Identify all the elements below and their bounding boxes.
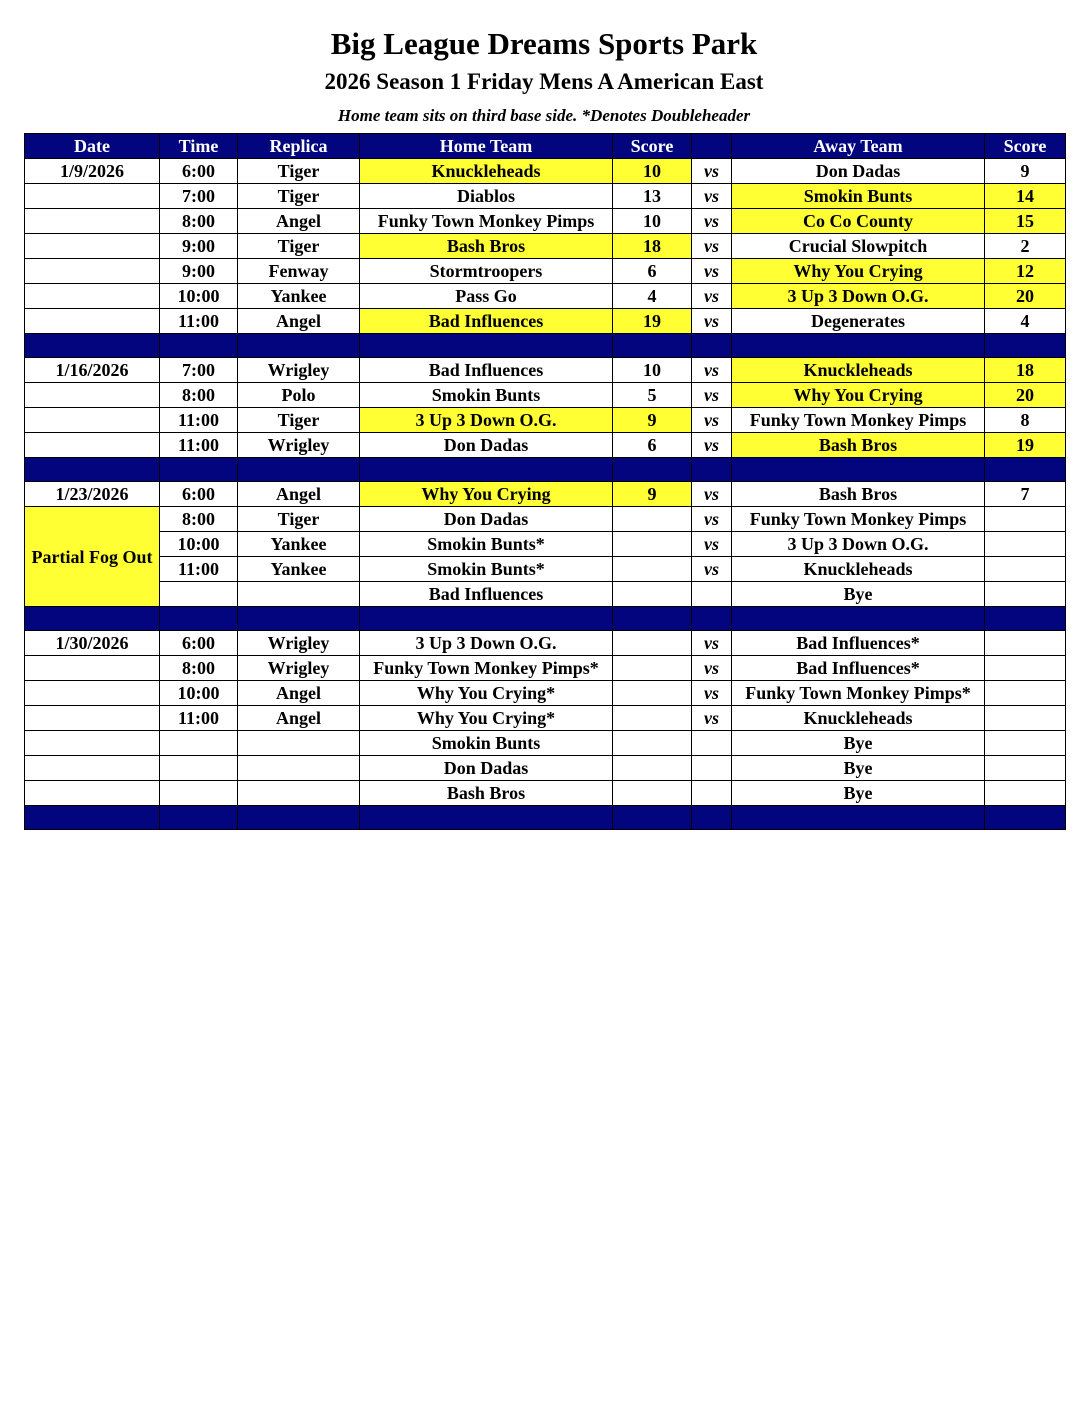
home-team: Diablos bbox=[360, 184, 613, 209]
separator-cell bbox=[732, 458, 985, 482]
away-team: 3 Up 3 Down O.G. bbox=[732, 284, 985, 309]
table-row bbox=[25, 309, 1066, 334]
vs-label: vs bbox=[692, 383, 732, 408]
home-team: Bash Bros bbox=[360, 781, 613, 806]
game-date-empty bbox=[25, 756, 160, 781]
table-row bbox=[25, 358, 1066, 383]
game-replica-field: Wrigley bbox=[238, 433, 360, 458]
home-score: 9 bbox=[613, 482, 692, 507]
away-score: 20 bbox=[985, 383, 1066, 408]
vs-label: vs bbox=[692, 507, 732, 532]
table-row bbox=[25, 781, 1066, 806]
home-score: 10 bbox=[613, 209, 692, 234]
game-replica-field: Angel bbox=[238, 309, 360, 334]
table-row bbox=[25, 557, 1066, 582]
home-team: Don Dadas bbox=[360, 756, 613, 781]
game-replica-field bbox=[238, 582, 360, 607]
home-score bbox=[613, 532, 692, 557]
game-date-empty bbox=[25, 731, 160, 756]
separator-cell bbox=[360, 607, 613, 631]
game-time bbox=[160, 582, 238, 607]
home-score bbox=[613, 507, 692, 532]
game-date-empty bbox=[25, 309, 160, 334]
table-row bbox=[25, 408, 1066, 433]
table-row bbox=[25, 532, 1066, 557]
away-score bbox=[985, 781, 1066, 806]
game-replica-field: Yankee bbox=[238, 532, 360, 557]
away-score bbox=[985, 681, 1066, 706]
game-replica-field bbox=[238, 781, 360, 806]
schedule-note: Home team sits on third base side. *Denotes Doubleheader bbox=[337, 106, 751, 125]
table-row bbox=[25, 433, 1066, 458]
away-score: 4 bbox=[985, 309, 1066, 334]
column-header-home-team: Home Team bbox=[360, 134, 613, 159]
table-row bbox=[25, 507, 1066, 532]
table-row bbox=[25, 284, 1066, 309]
separator-cell bbox=[160, 334, 238, 358]
away-score bbox=[985, 582, 1066, 607]
vs-label: vs bbox=[692, 159, 732, 184]
separator-cell bbox=[692, 806, 732, 830]
away-team: Co Co County bbox=[732, 209, 985, 234]
table-row bbox=[25, 184, 1066, 209]
table-row bbox=[25, 209, 1066, 234]
game-time: 8:00 bbox=[160, 383, 238, 408]
game-time: 11:00 bbox=[160, 706, 238, 731]
separator-cell bbox=[613, 458, 692, 482]
away-score: 19 bbox=[985, 433, 1066, 458]
separator-cell bbox=[160, 458, 238, 482]
away-team: Bye bbox=[732, 731, 985, 756]
column-header-vs bbox=[692, 134, 732, 159]
game-time: 8:00 bbox=[160, 656, 238, 681]
vs-label: vs bbox=[692, 309, 732, 334]
away-team: Bye bbox=[732, 582, 985, 607]
vs-label: vs bbox=[692, 631, 732, 656]
game-date-empty bbox=[25, 259, 160, 284]
game-time: 8:00 bbox=[160, 507, 238, 532]
away-score bbox=[985, 706, 1066, 731]
separator-cell bbox=[613, 607, 692, 631]
game-time: 9:00 bbox=[160, 234, 238, 259]
separator-cell bbox=[360, 806, 613, 830]
away-team: Knuckleheads bbox=[732, 706, 985, 731]
separator-cell bbox=[985, 607, 1066, 631]
game-replica-field: Wrigley bbox=[238, 631, 360, 656]
column-header-home-score: Score bbox=[613, 134, 692, 159]
column-header-date: Date bbox=[25, 134, 160, 159]
separator-cell bbox=[238, 806, 360, 830]
vs-label: vs bbox=[692, 209, 732, 234]
table-row bbox=[25, 631, 1066, 656]
away-team: Bad Influences* bbox=[732, 631, 985, 656]
separator-cell bbox=[238, 458, 360, 482]
separator-cell bbox=[732, 607, 985, 631]
home-team: 3 Up 3 Down O.G. bbox=[360, 631, 613, 656]
separator-cell bbox=[692, 458, 732, 482]
away-score bbox=[985, 507, 1066, 532]
column-header-replica: Replica bbox=[238, 134, 360, 159]
away-score bbox=[985, 631, 1066, 656]
game-time: 11:00 bbox=[160, 557, 238, 582]
column-header-away-team: Away Team bbox=[732, 134, 985, 159]
home-score bbox=[613, 731, 692, 756]
home-team: Bad Influences bbox=[360, 309, 613, 334]
home-team: Why You Crying bbox=[360, 482, 613, 507]
game-date-empty bbox=[25, 408, 160, 433]
away-score: 8 bbox=[985, 408, 1066, 433]
table-row bbox=[25, 681, 1066, 706]
game-replica-field: Yankee bbox=[238, 284, 360, 309]
vs-label: vs bbox=[692, 706, 732, 731]
date-note: Partial Fog Out bbox=[25, 507, 160, 607]
separator-cell bbox=[732, 334, 985, 358]
vs-label: vs bbox=[692, 482, 732, 507]
away-score: 2 bbox=[985, 234, 1066, 259]
home-team: Funky Town Monkey Pimps bbox=[360, 209, 613, 234]
away-team: Bad Influences* bbox=[732, 656, 985, 681]
home-team: Why You Crying* bbox=[360, 706, 613, 731]
game-date-empty bbox=[25, 681, 160, 706]
game-date: 1/23/2026 bbox=[25, 482, 160, 507]
game-replica-field: Wrigley bbox=[238, 358, 360, 383]
home-team: Pass Go bbox=[360, 284, 613, 309]
away-team: Don Dadas bbox=[732, 159, 985, 184]
game-date-empty bbox=[25, 433, 160, 458]
away-team: Bash Bros bbox=[732, 433, 985, 458]
game-time: 6:00 bbox=[160, 482, 238, 507]
home-team: Funky Town Monkey Pimps* bbox=[360, 656, 613, 681]
game-replica-field: Wrigley bbox=[238, 656, 360, 681]
away-team: Bash Bros bbox=[732, 482, 985, 507]
game-time: 6:00 bbox=[160, 159, 238, 184]
vs-label bbox=[692, 582, 732, 607]
home-score bbox=[613, 582, 692, 607]
game-time: 10:00 bbox=[160, 681, 238, 706]
column-header-away-score: Score bbox=[985, 134, 1066, 159]
table-row bbox=[25, 756, 1066, 781]
game-date-empty bbox=[25, 706, 160, 731]
separator-cell bbox=[360, 334, 613, 358]
home-score bbox=[613, 681, 692, 706]
separator-cell bbox=[25, 334, 160, 358]
home-score bbox=[613, 656, 692, 681]
home-score: 6 bbox=[613, 433, 692, 458]
away-team: Funky Town Monkey Pimps bbox=[732, 507, 985, 532]
separator-cell bbox=[160, 806, 238, 830]
home-team: Smokin Bunts bbox=[360, 731, 613, 756]
away-score: 18 bbox=[985, 358, 1066, 383]
game-replica-field bbox=[238, 731, 360, 756]
home-team: Why You Crying* bbox=[360, 681, 613, 706]
vs-label: vs bbox=[692, 284, 732, 309]
game-time bbox=[160, 781, 238, 806]
game-time: 8:00 bbox=[160, 209, 238, 234]
game-replica-field: Yankee bbox=[238, 557, 360, 582]
away-team: Bye bbox=[732, 756, 985, 781]
game-date-empty bbox=[25, 209, 160, 234]
away-team: Knuckleheads bbox=[732, 557, 985, 582]
home-score: 10 bbox=[613, 358, 692, 383]
away-score: 14 bbox=[985, 184, 1066, 209]
home-team: Bash Bros bbox=[360, 234, 613, 259]
game-date-empty bbox=[25, 781, 160, 806]
away-score: 15 bbox=[985, 209, 1066, 234]
vs-label bbox=[692, 756, 732, 781]
home-team: Stormtroopers bbox=[360, 259, 613, 284]
away-team: Degenerates bbox=[732, 309, 985, 334]
table-row bbox=[25, 259, 1066, 284]
game-time: 10:00 bbox=[160, 284, 238, 309]
away-team: Funky Town Monkey Pimps* bbox=[732, 681, 985, 706]
separator-cell bbox=[25, 806, 160, 830]
home-team: Smokin Bunts* bbox=[360, 532, 613, 557]
vs-label: vs bbox=[692, 656, 732, 681]
game-time: 11:00 bbox=[160, 408, 238, 433]
away-score bbox=[985, 532, 1066, 557]
home-score: 19 bbox=[613, 309, 692, 334]
vs-label: vs bbox=[692, 234, 732, 259]
table-row bbox=[25, 731, 1066, 756]
column-header-time: Time bbox=[160, 134, 238, 159]
away-score: 12 bbox=[985, 259, 1066, 284]
home-score: 4 bbox=[613, 284, 692, 309]
week-separator-row bbox=[25, 458, 1066, 482]
separator-cell bbox=[985, 806, 1066, 830]
game-replica-field: Angel bbox=[238, 482, 360, 507]
game-time: 7:00 bbox=[160, 184, 238, 209]
game-time: 7:00 bbox=[160, 358, 238, 383]
home-team: Don Dadas bbox=[360, 507, 613, 532]
game-time: 6:00 bbox=[160, 631, 238, 656]
home-score: 6 bbox=[613, 259, 692, 284]
schedule-body bbox=[25, 159, 1066, 830]
page-title: Big League Dreams Sports Park bbox=[330, 26, 758, 61]
game-date: 1/16/2026 bbox=[25, 358, 160, 383]
away-team: Bye bbox=[732, 781, 985, 806]
game-replica-field: Angel bbox=[238, 706, 360, 731]
away-team: Crucial Slowpitch bbox=[732, 234, 985, 259]
vs-label: vs bbox=[692, 557, 732, 582]
home-score: 5 bbox=[613, 383, 692, 408]
away-team: Funky Town Monkey Pimps bbox=[732, 408, 985, 433]
week-separator-row bbox=[25, 607, 1066, 631]
home-team: Smokin Bunts* bbox=[360, 557, 613, 582]
home-team: Knuckleheads bbox=[360, 159, 613, 184]
separator-cell bbox=[25, 607, 160, 631]
home-team: Smokin Bunts bbox=[360, 383, 613, 408]
away-score: 9 bbox=[985, 159, 1066, 184]
week-separator-row bbox=[25, 806, 1066, 830]
separator-cell bbox=[692, 607, 732, 631]
home-score: 18 bbox=[613, 234, 692, 259]
vs-label bbox=[692, 781, 732, 806]
game-time: 10:00 bbox=[160, 532, 238, 557]
separator-cell bbox=[160, 607, 238, 631]
table-row bbox=[25, 656, 1066, 681]
away-team: Knuckleheads bbox=[732, 358, 985, 383]
separator-cell bbox=[732, 806, 985, 830]
separator-cell bbox=[25, 458, 160, 482]
game-time bbox=[160, 731, 238, 756]
home-score bbox=[613, 781, 692, 806]
separator-cell bbox=[238, 334, 360, 358]
game-replica-field: Polo bbox=[238, 383, 360, 408]
vs-label: vs bbox=[692, 259, 732, 284]
game-replica-field: Tiger bbox=[238, 408, 360, 433]
game-replica-field: Tiger bbox=[238, 184, 360, 209]
away-team: Smokin Bunts bbox=[732, 184, 985, 209]
game-replica-field: Fenway bbox=[238, 259, 360, 284]
game-time: 11:00 bbox=[160, 433, 238, 458]
away-score: 20 bbox=[985, 284, 1066, 309]
away-score: 7 bbox=[985, 482, 1066, 507]
away-team: Why You Crying bbox=[732, 259, 985, 284]
home-team: 3 Up 3 Down O.G. bbox=[360, 408, 613, 433]
separator-cell bbox=[692, 334, 732, 358]
home-score: 13 bbox=[613, 184, 692, 209]
home-score bbox=[613, 706, 692, 731]
vs-label: vs bbox=[692, 408, 732, 433]
separator-cell bbox=[985, 458, 1066, 482]
game-replica-field: Angel bbox=[238, 209, 360, 234]
home-score: 10 bbox=[613, 159, 692, 184]
game-replica-field bbox=[238, 756, 360, 781]
away-score bbox=[985, 557, 1066, 582]
game-time: 9:00 bbox=[160, 259, 238, 284]
separator-cell bbox=[613, 806, 692, 830]
home-score bbox=[613, 756, 692, 781]
table-header-row bbox=[25, 134, 1066, 159]
away-score bbox=[985, 731, 1066, 756]
page-subtitle: 2026 Season 1 Friday Mens A American East bbox=[324, 69, 764, 94]
home-score bbox=[613, 557, 692, 582]
game-date-empty bbox=[25, 284, 160, 309]
table-row bbox=[25, 482, 1066, 507]
table-row bbox=[25, 159, 1066, 184]
game-replica-field: Tiger bbox=[238, 234, 360, 259]
vs-label: vs bbox=[692, 184, 732, 209]
away-team: 3 Up 3 Down O.G. bbox=[732, 532, 985, 557]
table-row bbox=[25, 582, 1066, 607]
game-time bbox=[160, 756, 238, 781]
home-score: 9 bbox=[613, 408, 692, 433]
vs-label: vs bbox=[692, 532, 732, 557]
game-date: 1/9/2026 bbox=[25, 159, 160, 184]
game-date-empty bbox=[25, 184, 160, 209]
away-team: Why You Crying bbox=[732, 383, 985, 408]
home-team: Don Dadas bbox=[360, 433, 613, 458]
game-date-empty bbox=[25, 656, 160, 681]
separator-cell bbox=[613, 334, 692, 358]
vs-label: vs bbox=[692, 681, 732, 706]
game-replica-field: Angel bbox=[238, 681, 360, 706]
game-date: 1/30/2026 bbox=[25, 631, 160, 656]
table-row bbox=[25, 706, 1066, 731]
game-replica-field: Tiger bbox=[238, 507, 360, 532]
game-replica-field: Tiger bbox=[238, 159, 360, 184]
game-date-empty bbox=[25, 383, 160, 408]
vs-label bbox=[692, 731, 732, 756]
game-date-empty bbox=[25, 234, 160, 259]
away-score bbox=[985, 656, 1066, 681]
home-team: Bad Influences bbox=[360, 582, 613, 607]
table-row bbox=[25, 383, 1066, 408]
vs-label: vs bbox=[692, 433, 732, 458]
away-score bbox=[985, 756, 1066, 781]
separator-cell bbox=[238, 607, 360, 631]
home-score bbox=[613, 631, 692, 656]
separator-cell bbox=[360, 458, 613, 482]
separator-cell bbox=[985, 334, 1066, 358]
table-row bbox=[25, 234, 1066, 259]
vs-label: vs bbox=[692, 358, 732, 383]
week-separator-row bbox=[25, 334, 1066, 358]
game-time: 11:00 bbox=[160, 309, 238, 334]
schedule-table bbox=[24, 133, 1066, 830]
home-team: Bad Influences bbox=[360, 358, 613, 383]
